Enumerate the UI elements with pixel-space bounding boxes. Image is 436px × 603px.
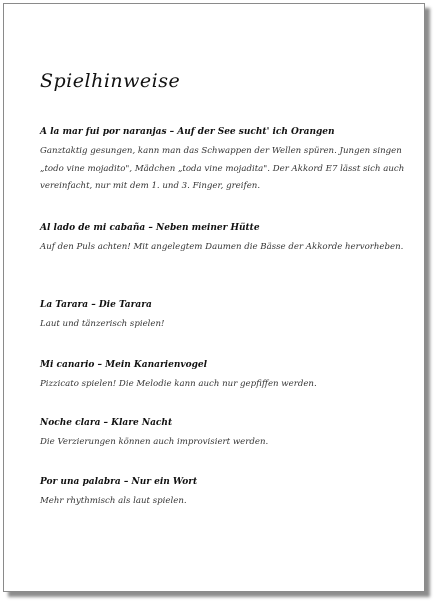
section-text: Ganztaktig gesungen, kann man das Schwappen der Wellen spüren. Jungen singen „todo vine mojadito", Mädchen „toda vine mojadita". Der Akkord E7 lässt sich auch vereinfacht, nur mit dem 1. und 3. Finger, greifen. <box>40 146 405 191</box>
section-text: Pizzicato spielen! Die Melodie kann auch nur gepfiffen werden. <box>40 379 317 389</box>
section-heading: Por una palabra – Nur ein Wort <box>40 477 198 487</box>
section-text: Die Verzierungen können auch improvisiert werden. <box>40 437 269 447</box>
document-page <box>3 3 425 592</box>
section-heading: A la mar fui por naranjas – Auf der See sucht' ich Orangen <box>40 127 335 137</box>
section-text: Mehr rhythmisch als laut spielen. <box>40 496 187 506</box>
section-heading: La Tarara – Die Tarara <box>40 300 152 310</box>
instruction-section <box>40 476 420 511</box>
instruction-section <box>40 299 420 334</box>
page-title: Spielhinweise <box>40 70 181 92</box>
section-heading: Al lado de mi cabaña – Neben meiner Hütte <box>40 223 260 233</box>
section-text: Auf den Puls achten! Mit angelegtem Daumen die Bässe der Akkorde hervorheben. <box>40 242 404 252</box>
section-text: Laut und tänzerisch spielen! <box>40 319 165 329</box>
instruction-section <box>40 359 420 394</box>
section-heading: Noche clara – Klare Nacht <box>40 418 173 428</box>
instruction-section <box>40 417 420 452</box>
instruction-section <box>40 222 420 257</box>
section-heading: Mi canario – Mein Kanarienvogel <box>40 360 208 370</box>
instruction-section <box>40 126 420 196</box>
